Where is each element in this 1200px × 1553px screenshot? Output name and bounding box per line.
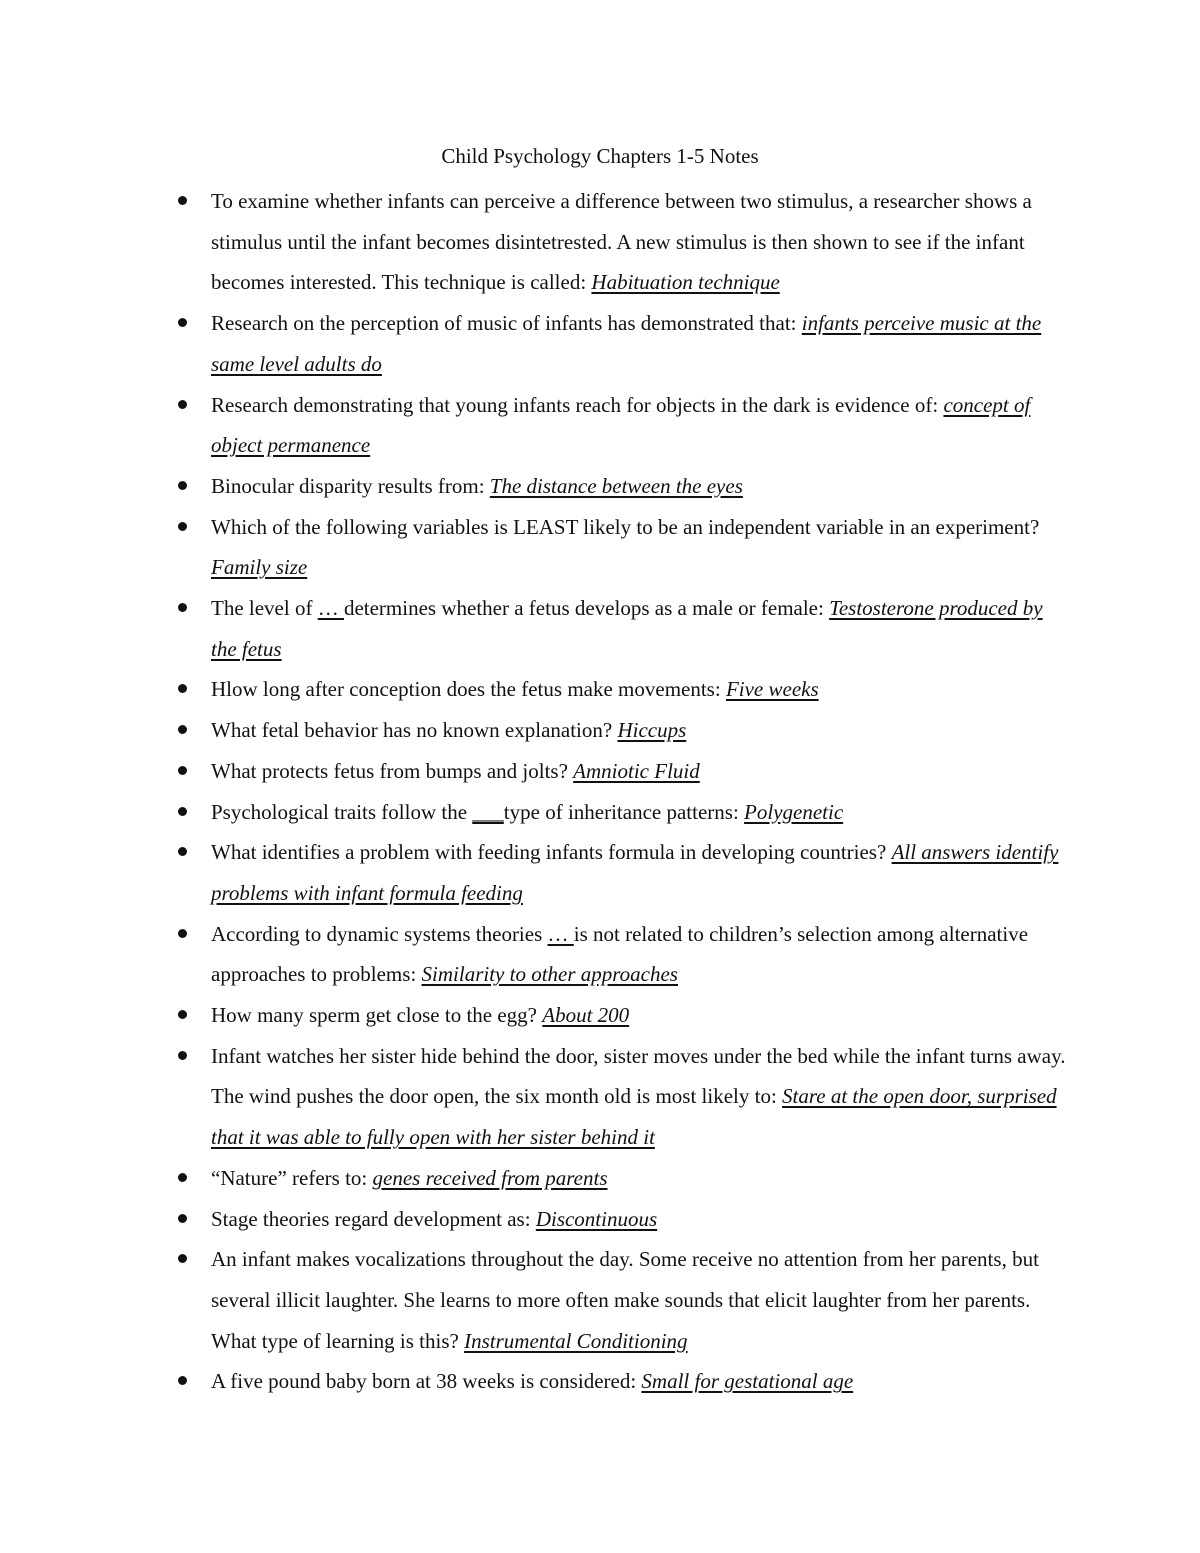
document-title: Child Psychology Chapters 1-5 Notes — [441, 144, 759, 168]
note-answer: Habituation technique — [591, 270, 780, 295]
list-item — [211, 751, 1071, 792]
list-item — [211, 385, 1071, 466]
note-answer: Discontinuous — [535, 1206, 658, 1231]
note-answer: About 200 — [542, 1003, 630, 1028]
note-answer: Polygenetic — [744, 799, 844, 824]
list-item — [211, 832, 1071, 913]
list-item — [211, 1036, 1071, 1158]
bullet-icon — [178, 1051, 187, 1060]
note-answer: All answers identify problems with infant formula feeding — [211, 840, 1059, 905]
note-prompt: What fetal behavior has no known explanation? — [211, 718, 618, 743]
note-prompt: Binocular disparity results from: — [211, 473, 490, 498]
note-prompt: Hlow long after conception does the fetus make movements: — [211, 677, 726, 702]
note-answer: Hiccups — [617, 718, 687, 743]
bullet-icon — [178, 522, 187, 531]
bullet-icon — [178, 603, 187, 612]
note-prompt: To examine whether infants can perceive a difference between two stimulus, a researcher shows a stimulus until the infant becomes disintetrested. A new stimulus is then shown to see if the infant becomes interested. This technique is called: — [211, 189, 1032, 295]
list-item — [211, 669, 1071, 710]
note-answer: Similarity to other approaches — [421, 962, 678, 987]
note-answer: Amniotic Fluid — [573, 758, 700, 783]
note-answer: concept of object permanence — [211, 392, 1031, 458]
bullet-icon — [178, 318, 187, 327]
note-answer: Five weeks — [725, 677, 819, 702]
note-answer: The distance between the eyes — [489, 473, 743, 498]
bullet-icon — [178, 929, 187, 938]
bullet-icon — [178, 1376, 187, 1385]
note-prompt-continued: is not related to children’s selection among alternative approaches to problems: — [211, 921, 1029, 987]
bullet-icon — [178, 847, 187, 856]
note-prompt: Stage theories regard development as: — [211, 1206, 536, 1231]
bullet-icon — [178, 766, 187, 775]
note-prompt: Psychological traits follow the — [211, 799, 473, 824]
note-answer: Testosterone produced by the fetus — [211, 596, 1043, 661]
note-prompt: The level of — [211, 596, 318, 621]
list-item — [211, 181, 1071, 303]
list-item — [211, 1199, 1071, 1240]
bullet-icon — [178, 1254, 187, 1263]
note-prompt: A five pound baby born at 38 weeks is considered: — [211, 1369, 642, 1394]
bullet-icon — [178, 400, 187, 409]
list-item — [211, 1158, 1071, 1199]
note-prompt: Research demonstrating that young infants reach for objects in the dark is evidence of: — [211, 392, 944, 417]
list-item — [211, 1361, 1071, 1402]
bullet-icon — [178, 196, 187, 205]
list-item — [211, 914, 1071, 995]
note-prompt: Infant watches her sister hide behind the door, sister moves under the bed while the infant turns away. The wind pushes the door open, the six month old is most likely to: — [211, 1043, 1066, 1109]
note-prompt: How many sperm get close to the egg? — [211, 1003, 543, 1028]
bullet-icon — [178, 1010, 187, 1019]
note-prompt: What identifies a problem with feeding infants formula in developing countries? — [211, 840, 892, 865]
note-answer: Stare at the open door, surprised that it was able to fully open with her sister behind it — [211, 1084, 1057, 1150]
note-prompt: “Nature” refers to: — [211, 1165, 373, 1190]
note-blank: … — [547, 921, 574, 946]
list-item — [211, 588, 1071, 669]
note-prompt: Research on the perception of music of infants has demonstrated that: — [211, 311, 802, 336]
note-answer: Instrumental Conditioning — [464, 1328, 688, 1353]
note-answer: genes received from parents — [372, 1165, 608, 1190]
bullet-icon — [178, 807, 187, 816]
list-item — [211, 303, 1071, 384]
bullet-icon — [178, 1214, 187, 1223]
list-item — [211, 995, 1071, 1036]
bullet-icon — [178, 481, 187, 490]
bullet-icon — [178, 725, 187, 734]
note-blank: ___ — [472, 799, 504, 824]
bullet-icon — [178, 1173, 187, 1182]
note-prompt: What protects fetus from bumps and jolts? — [211, 758, 574, 783]
note-prompt-continued: type of inheritance patterns: — [503, 799, 745, 824]
note-answer: infants perceive music at the same level adults do — [211, 311, 1042, 376]
note-blank: … — [317, 596, 344, 621]
note-prompt: Which of the following variables is LEAST likely to be an independent variable in an experiment? — [211, 514, 1040, 539]
list-item — [211, 466, 1071, 507]
list-item — [211, 507, 1071, 588]
list-item — [211, 1239, 1071, 1361]
note-prompt-continued: determines whether a fetus develops as a male or female: — [343, 596, 830, 621]
note-answer: Small for gestational age — [641, 1369, 854, 1394]
notes-list — [211, 181, 1071, 1402]
note-answer: Family size — [211, 555, 308, 580]
bullet-icon — [178, 684, 187, 693]
note-prompt: An infant makes vocalizations throughout the day. Some receive no attention from her parents, but several illicit laughter. She learns to more often make sounds that elicit laughter from her parents. What type of learning is this? — [211, 1247, 1039, 1353]
list-item — [211, 710, 1071, 751]
list-item — [211, 792, 1071, 833]
note-prompt: According to dynamic systems theories — [211, 921, 548, 946]
